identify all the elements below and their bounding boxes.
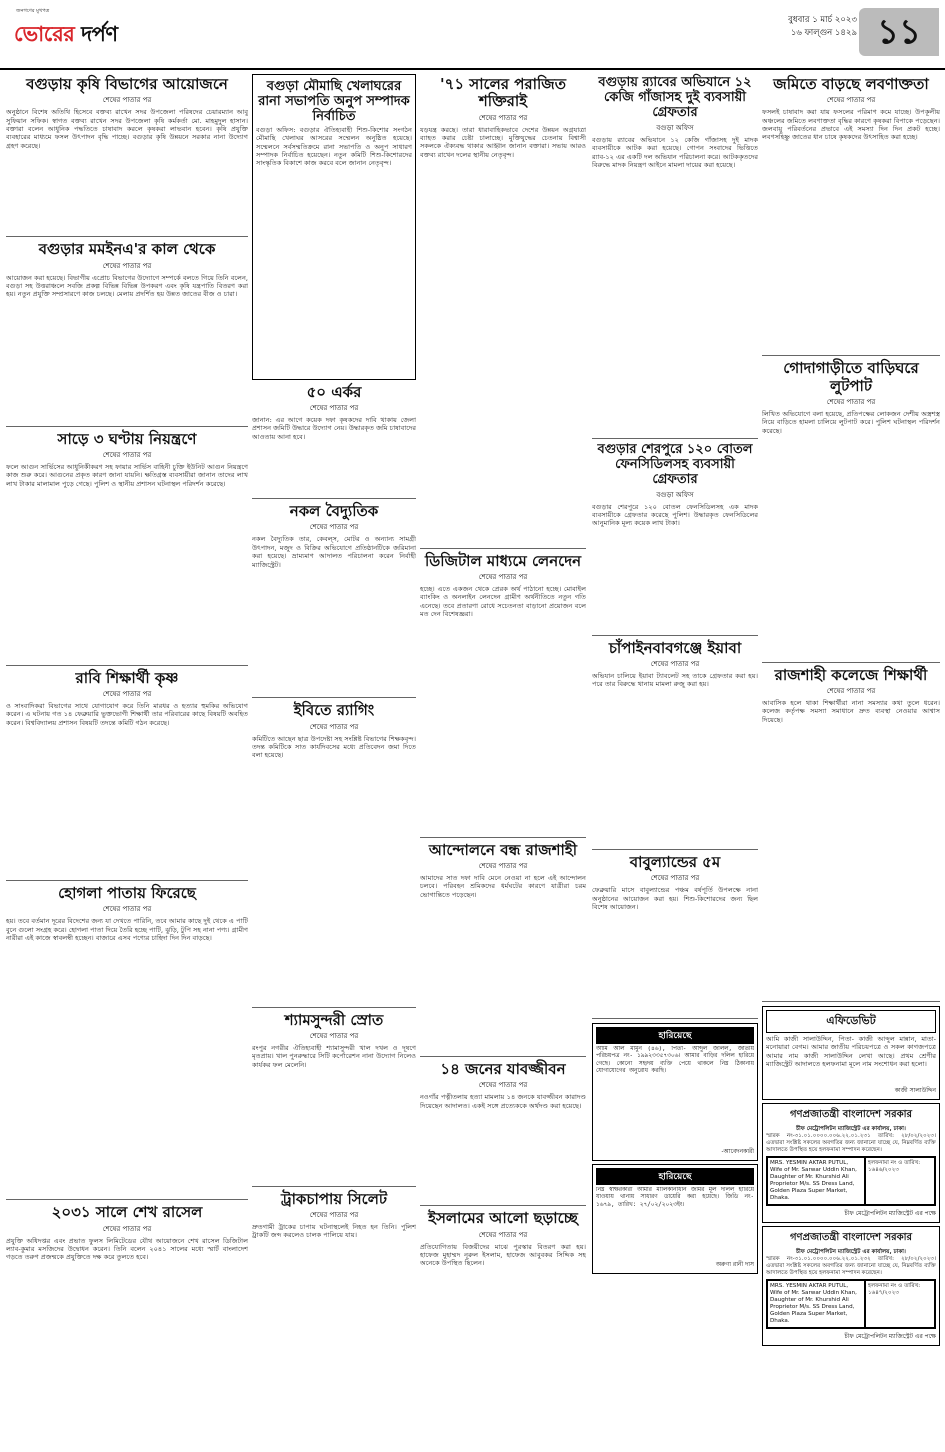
story [6, 885, 248, 1200]
story-headline: ৫০ এর্কর [306, 382, 362, 401]
story [420, 842, 586, 1057]
date-bengali: ১৬ ফাল্গুন ১৪২৯ [790, 28, 857, 38]
story-body: আবাসিক হলে থাকা শিক্ষার্থীরা নানা সমস্যার কথা তুলে ধরেন। কলেজ কর্তৃপক্ষ সমস্যা সমাধানে দ্রুত ব্যবস্থা নেওয়ার আশ্বাস দিয়েছে। [762, 699, 940, 724]
story-headline: শ্যামসুন্দরী স্রোত [284, 1010, 384, 1029]
story-headline: বগুড়ার শেরপুরে ১২০ বোতল ফেনসিডিলসহ ব্যবসায়ী গ্রেফতার [597, 441, 753, 487]
story-jump: শেষের পাতার পর [309, 1211, 359, 1220]
court-notice-ref: হলফনামা নং ও তারিখ: ১৬৪৭/২০২৩ [865, 1280, 935, 1328]
story [252, 503, 416, 698]
story [6, 76, 248, 237]
story [592, 640, 758, 850]
story-headline: বাবুল্যান্ডের ৫ম [629, 852, 721, 871]
court-notice-subtitle: চীফ মেট্রোপলিটন ম্যাজিস্ট্রেট এর কার্যালয়, ঢাকা। [796, 1126, 906, 1132]
court-notice-name: MRS. YESMIN AKTAR PUTUL, Wife of Mr. Sarwar Uddin Khan, Daughter of Mr. Khurshid Ali Proprietor M/s. SS Dress Land, Golden Plaza Super Market, Dhaka. [767, 1280, 865, 1328]
story-headline: বগুড়ায় র‍্যাবের অভিযানে ১২ কেজি গাঁজাসহ দুই ব্যবসায়ী গ্রেফতার [598, 75, 752, 120]
story [592, 443, 758, 636]
logo-name-part2: দর্পণ [74, 22, 118, 46]
lost-notice [592, 1023, 758, 1161]
court-notice-sign: চীফ মেট্রোপলিটন ম্যাজিস্ট্রেট এর পক্ষে [844, 1333, 936, 1340]
logo-tagline: জনগণের মুখপত্র [16, 8, 50, 14]
court-notice-table [766, 1279, 936, 1329]
story-dateline: বগুড়া অফিস [656, 123, 694, 132]
court-notice-ref: হলফনামা নং ও তারিখ: ১৬৪৬/২০২৩ [865, 1157, 935, 1205]
story-jump: শেষের পাতার পর [826, 687, 876, 695]
story-body: বগুড়া অফিস: বগুড়ার ঐতিহ্যবাহী শিশু-কিশোর সংগঠন মৌমাছি খেলাঘর আসরের সম্মেলন অনুষ্ঠিত হয়েছে। সম্মেলনে সর্বসম্মতিক্রমে রানা সভাপতি ও অনুপ সাধারণ সম্পাদক নির্বাচিত হয়েছেন। নতুন কমিটি শিশু-কিশোরদের সাংস্কৃতিক বিকাশে কাজ করবে বলে জানান নেতৃবৃন্দ। [256, 125, 412, 168]
story-jump: শেষের পাতার পর [309, 1031, 359, 1040]
story-jump: শেষের পাতার পর [478, 1230, 528, 1239]
dateline [788, 14, 857, 40]
story-body: ফসলই চাষাবাদ করা যায় ফসলের পরিমাণ কমে যাচ্ছে। উপকূলীয় অঞ্চলের জমিতে লবণাক্ততা বৃদ্ধির কারণে কৃষকরা বিপাকে পড়েছেন। জলবায়ু পরিবর্তনের প্রভাবে এই সমস্যা দিন দিন প্রকট হচ্ছে। লবণসহিষ্ণু জাতের ধান চাষে কৃষকদের উৎসাহিত করা হচ্ছে। [762, 108, 940, 142]
court-notice [762, 1226, 940, 1346]
story-headline: চাঁপাইনবাবগঞ্জে ইয়াবা [608, 638, 742, 657]
column-5 [762, 74, 940, 1346]
story [762, 76, 940, 356]
story-body: প্রযুক্তি অধিদপ্তর এবং প্রভাত ফুলস লিমিটেডের যৌথ আয়োজনে শেখ রাসেল ডিজিটাল ল্যাব-কুমার মসজিদের উদ্বোধন করেন। তিনি বলেন ২০৪১ সালের মধ্যে স্মার্ট বাংলাদেশ গড়তে তরুণ প্রজন্মকে প্রযুক্তিতে দক্ষ করে তুলতে হবে। [6, 1236, 248, 1262]
story-jump: শেষের পাতার পর [102, 690, 152, 698]
story-headline: ডিজিটাল মাধ্যমে লেনদেন [424, 551, 582, 570]
story-jump: শেষের পাতার পর [309, 722, 359, 731]
story-jump: শেষের পাতার পর [309, 404, 359, 413]
story [6, 1204, 248, 1388]
story-headline: ট্রাকচাপায় সিলেট [280, 1189, 388, 1208]
story-body: ফেব্রুয়ারি মাসে বাবুল্যান্ডের পঞ্চম বর্ষপূর্তি উপলক্ষে নানা অনুষ্ঠানের আয়োজন করা হয়। শিশু-কিশোরদের জন্য ছিল বিশেষ আয়োজন। [592, 886, 758, 911]
story-body: ফলে আগুন সার্ভিসের আধুনিকীকরণ সহ ফায়ার সার্ভিস বাহিনী চুক্তি ইউনিট আগুন নিয়ন্ত্রণে কাজ শুরু করে। আগুনের প্রকৃত কারণ জানা যায়নি। ক্ষতিগ্রস্ত ব্যবসায়ীরা জানান তাদের লাখ লাখ টাকার মালামাল পুড়ে গেছে। পুলিশ ও স্থানীয় প্রশাসন ঘটনাস্থল পরিদর্শন করেছে। [6, 462, 248, 488]
lost-notice-sign: -আবেদনকারী [721, 1148, 754, 1156]
story-jump: শেষের পাতার পর [826, 397, 876, 406]
affidavit-sign: কাজী সালাউদ্দিন [894, 1087, 936, 1094]
story-jump: শেষের পাতার পর [650, 874, 700, 883]
story-headline: বগুড়া মৌমাছি খেলাঘরের রানা সভাপতি অনুপ সম্পাদক নির্বাচিত [258, 79, 410, 124]
story [592, 854, 758, 1019]
story-jump: শেষের পাতার পর [478, 113, 528, 122]
story-jump: শেষের পাতার পর [478, 862, 528, 870]
court-notice-table [766, 1156, 936, 1206]
story [6, 241, 248, 426]
story [420, 1061, 586, 1206]
story-jump: শেষের পাতার পর [102, 96, 152, 105]
story [420, 76, 586, 549]
column-1 [6, 74, 248, 1393]
story-headline: হোগলা পাতায় ফিরেছে [58, 884, 196, 902]
story-body: হয়। তবে বর্তমান দূরের বিদেশের জন্য যা দেখতে পারিনি, তবে আমার কাছে দুই থেকে এ পাটি বুনে গুলো সংগ্রহ করে। হোগলা পাতা দিয়ে তৈরি হচ্ছে পাটি, ঝুড়ি, টুপি সহ নানা পণ্য। গ্রামীণ নারীরা এই কাজে স্বাবলম্বী হচ্ছেন। বাজারে এসব পণ্যের চাহিদা দিন দিন বাড়ছে। [6, 917, 248, 943]
story [420, 553, 586, 838]
story-headline: রাজশাহী কলেজে শিক্ষার্থী [774, 665, 928, 684]
story-body: জানান: এর আগে কয়েক দফা কৃষকদের দাবি থাকায় জেলা প্রশাসন জমিটি উদ্ধারে উদ্যোগ নেয়। উদ্ধারকৃত জমি চাষাবাদের আওতায় আনা হবে। [252, 416, 416, 441]
lost-notice-title: হারিয়েছে [596, 1027, 754, 1044]
story-headline: '৭১ সালের পরাজিত শক্তিরাই [440, 75, 566, 111]
newspaper-logo [12, 8, 142, 52]
story-body: যড়যন্ত্র করছে। তারা ধারাবাহিকভাবে দেশের উন্নয়ন অগ্রযাত্রা ব্যাহত করার চেষ্টা চালাচ্ছে। মুক্তিযুদ্ধের চেতনায় বিশ্বাসী সকলকে ঐক্যবদ্ধ থাকার আহ্বান জানান বক্তারা। সভায় আরও বক্তব্য রাখেন দলের স্থানীয় নেতৃবৃন্দ। [420, 125, 586, 159]
story-body: নওগাঁর পত্নীতলায় হত্যা মামলায় ১৪ জনকে যাবজ্জীবন কারাদণ্ড দিয়েছেন আদালত। একই সঙ্গে প্রত্যেককে অর্থদণ্ড করা হয়েছে। [420, 1093, 586, 1110]
column-4 [592, 74, 758, 1274]
logo-name [14, 18, 118, 53]
story-jump: শেষের পাতার পর [102, 261, 152, 270]
column-3 [420, 74, 586, 1409]
court-notice-body: স্মারক নং-৩১.০১.০০০০.০০৬.২২.০১.২৩১ তারিখ: ২৮/০২/২০২৩। এতদ্বারা সংশ্লিষ্ট সকলের অবগতির জন্য জানানো যাচ্ছে যে, নিম্নবর্ণিত ব্যক্তি আদালতে উপস্থিত হয়ে হলফনামা সম্পাদন করেছেন। [766, 1133, 936, 1153]
story-body: ও সাংবাদিকরা বিভাগের সাথে যোগাযোগ করে তিনি মারধর ও হত্যার হুমকির অভিযোগ করেন। এ ঘটনায় গত ১৪ ফেব্রুয়ারি ভুক্তভোগী শিক্ষার্থী তার পরিবারের কাছে বিষয়টি অবহিত করেন। বিশ্ববিদ্যালয় প্রশাসন বিষয়টি তদন্তে কমিটি গঠন করেছে। [6, 702, 248, 727]
story-body: অনুষ্ঠানে বিশেষ অতিথি হিসেবে বক্তব্য রাখেন সদর উপজেলা পরিষদের চেয়ারম্যান আবু সুফিয়ান সফিক। স্বাগত বক্তব্য রাখেন সদর উপজেলা কৃষি কর্মকর্তা মো. মাহমুদুল হাসান। বক্তারা বলেন আধুনিক পদ্ধতিতে চাষাবাদ করলে কৃষকরা লাভবান হবেন। কৃষি প্রযুক্তি ব্যবহারের মাধ্যমে ফসল উৎপাদন বৃদ্ধি পাচ্ছে। বগুড়ার কৃষি উন্নয়নে সরকার নানা উদ্যোগ গ্রহণ করেছে। [6, 108, 248, 150]
story [252, 384, 416, 499]
story-headline: ইসলামের আলো ছড়াচ্ছে [428, 1209, 578, 1228]
story-dateline: বগুড়া অফিস [656, 490, 694, 499]
story-body: অভিযান চালিয়ে ইয়াবা ট্যাবলেট সহ তাকে গ্রেফতার করা হয়। পরে তার বিরুদ্ধে থানায় মামলা রুজু করা হয়। [592, 671, 758, 689]
story-headline: আন্দোলনে বন্ধ রাজশাহী [428, 840, 578, 859]
story-body: দ্রুতগামী ট্রাকের চাপায় ঘটনাস্থলেই নিহত হন তিনি। পুলিশ ট্রাকটি জব্দ করলেও চালক পালিয়ে যায়। [252, 1223, 416, 1240]
story-body: রংপুর নগরীর ঐতিহ্যবাহী শ্যামাসুন্দরী খাল দখল ও দূষণে মৃতপ্রায়। খাল পুনরুদ্ধারে সিটি কর্পোরেশন নানা উদ্যোগ নিলেও কার্যকর ফল মেলেনি। [252, 1043, 416, 1069]
story-jump: শেষের পাতার পর [102, 1224, 152, 1233]
court-notice-sign: চীফ মেট্রোপলিটন ম্যাজিস্ট্রেট এর পক্ষে [844, 1210, 936, 1217]
story-headline: ২০৩১ সালে শেখ রাসেল [51, 1203, 203, 1222]
date-gregorian: বুধবার ১ মার্চ ২০২৩ [788, 15, 857, 25]
story-headline: রাবি শিক্ষার্থী কৃষ্ণ [75, 668, 179, 687]
story-body: আয়োজন করা হয়েছে। বিভাগীয় এপ্রোচ বিভাগের উদ্যোগে সম্পর্কে বলতে গিয়ে তিনি বলেন, বগুড়া সহ উত্তরাঞ্চলে সবজি প্রকল্প বিভিন্ন বিভিন্ন উপকরণ এবং কৃষি যন্ত্রপাতি বিতরণ করা হয়। নতুন প্রযুক্তি সম্প্রসারণে কাজ চলছে। মেলায় প্রদর্শিত হয় উন্নত জাতের বীজ ও চারা। [6, 273, 248, 299]
story-headline: বগুড়ার মমইনএ'র কাল থেকে [38, 240, 216, 259]
story-jump: শেষের পাতার পর [309, 523, 359, 532]
story-jump: শেষের পাতার পর [478, 572, 528, 581]
story-headline: ১৪ জনের যাবজ্জীবন [440, 1060, 566, 1078]
lost-notice [592, 1164, 758, 1274]
story-body: লিখিত অভিযোগে বলা হয়েছে, প্রতিপক্ষের লোকজন দেশীয় অস্ত্রশস্ত্র নিয়ে বাড়িতে হামলা চালিয়ে লুটপাট করে। পুলিশ ঘটনাস্থল পরিদর্শন করেছে। [762, 409, 940, 435]
story [762, 360, 940, 663]
story-jump: শেষের পাতার পর [102, 905, 152, 914]
page-number: ১১ [859, 8, 939, 56]
affidavit-notice [762, 1006, 940, 1100]
story [762, 667, 940, 1002]
story [592, 76, 758, 439]
story-headline: ইবিতে র‌্যাগিং [293, 701, 375, 720]
column-2 [252, 74, 416, 1379]
affidavit-body: আমি কাজী সালাউদ্দিন, পিতা- কাজী আব্দুল মান্নান, মাতা-মনোয়ারা বেগম। আমার জাতীয় পরিচয়পত্রে ও সকল কাগজপত্রে আমার নাম কাজী সালাউদ্দিন লেখা আছে। প্রথম শ্রেণীর ম্যাজিস্ট্রেট আদালতে হলফনামা মূলে নাম সংশোধন করা হলো। [766, 1035, 936, 1069]
story-jump: শেষের পাতার পর [826, 96, 876, 105]
story [252, 74, 416, 380]
story-jump: শেষের পাতার পর [102, 450, 152, 459]
lost-notice-title: হারিয়েছে [596, 1168, 754, 1185]
story-headline: জমিতে বাড়ছে লবণাক্ততা [773, 75, 929, 93]
story-body: আমাদের সাত দফা দাবি মেনে নেওয়া না হলে এই আন্দোলন চলবে। পরিবহন শ্রমিকদের ধর্মঘটের কারণে যাত্রীরা চরম ভোগান্তিতে পড়েছেন। [420, 874, 586, 899]
logo-name-part1: ভোরের [14, 22, 75, 46]
affidavit-title: এফিডেভিট [766, 1010, 936, 1033]
story-jump: শেষের পাতার পর [478, 1081, 528, 1090]
story-headline: নকল বৈদ্যুতিক [289, 502, 379, 521]
story [252, 1191, 416, 1375]
story [420, 1210, 586, 1404]
court-notice-title: গণপ্রজাতন্ত্রী বাংলাদেশ সরকার [790, 1109, 912, 1120]
lost-notice-body: নিম্ন স্বাক্ষরকারী আমার মালিকানাধীন জমির মূল দলিল হারিয়ে যাওয়ায় থানায় সাধারণ ডায়েরি করা হয়েছে। জিডি নং- ১৬৭৯, তারিখ: ২৭/০২/২০২৩ইং। [596, 1187, 754, 1208]
story-body: কমিটিতে আছেন ছাত্র উপদেষ্টা সহ সংশ্লিষ্ট বিভাগের শিক্ষকবৃন্দ। তদন্ত কমিটিকে সাত কার্যদিবসের মধ্যে প্রতিবেদন জমা দিতে বলা হয়েছে। [252, 734, 416, 760]
story [252, 1012, 416, 1187]
story [6, 431, 248, 666]
story [252, 702, 416, 1007]
lost-notice-sign: অরুণা রানী দাস [715, 1261, 754, 1269]
story-body: বগুড়ায় র‍্যাবের অভিযানে ১২ কেজি গাঁজাসহ দুই মাদক ব্যবসায়ীকে আটক করা হয়েছে। গোপন সংবাদের ভিত্তিতে র‍্যাব-১২ এর একটি দল অভিযান পরিচালনা করে। আটককৃতদের বিরুদ্ধে মাদক নিয়ন্ত্রণ আইনে মামলা দায়ের করা হয়েছে। [592, 135, 758, 170]
story-jump: শেষের পাতার পর [650, 659, 700, 668]
story-headline: গোদাগাড়ীতে বাড়িঘরে লুটপাট [783, 359, 919, 395]
story-body: নকল বৈদ্যুতিক তার, কেবল্স, মোটর ও অন্যান্য সামগ্রী উৎপাদন, মজুদ ও বিক্রির অভিযোগে প্রতিষ্ঠানটিকে জরিমানা করা হয়েছে। ভ্রাম্যমাণ আদালত পরিচালনা করেন নির্বাহী ম্যাজিস্ট্রেট। [252, 535, 416, 569]
story-headline: বগুড়ায় কৃষি বিভাগের আয়োজনে [26, 75, 228, 93]
court-notice-name: MRS. YESMIN AKTAR PUTUL, Wife of Mr. Sarwar Uddin Khan, Daughter of Mr. Khurshid Ali Proprietor M/s. SS Dress Land, Golden Plaza Super Market, Dhaka. [767, 1157, 865, 1205]
story-headline: সাড়ে ৩ ঘণ্টায় নিয়ন্ত্রণে [57, 429, 197, 448]
court-notice-subtitle: চীফ মেট্রোপলিটন ম্যাজিস্ট্রেট এর কার্যালয়, ঢাকা। [796, 1249, 906, 1255]
court-notice-body: স্মারক নং-৩১.০১.০০০০.০০৬.২২.০১.২৩২ তারিখ: ২৮/০২/২০২৩। এতদ্বারা সংশ্লিষ্ট সকলের অবগতির জন্য জানানো যাচ্ছে যে, নিম্নবর্ণিত ব্যক্তি আদালতে উপস্থিত হয়ে হলফনামা সম্পাদন করেছেন। [766, 1256, 936, 1276]
lost-notice-body: আমি আল মামুন (৪৬), পিতা- আব্দুল জলিল, জাতীয় পরিচয়পত্র নং- ১৯৯২৩৩৫৭৩০৬। আমার বাড়ির দলিল হারিয়ে গেছে। কোনো সহৃদয় ব্যক্তি পেয়ে থাকলে নিম্ন ঠিকানায় যোগাযোগের অনুরোধ করছি। [596, 1046, 754, 1074]
story-body: প্রতিযোগিতায় বিজয়ীদের মাঝে পুরস্কার বিতরণ করা হয়। হাফেজ মুহাম্মদ নূরুল ইসলাম, হাফেজ আবুবকর সিদ্দিক সহ অনেকে উপস্থিত ছিলেন। [420, 1242, 586, 1268]
court-notice-title: গণপ্রজাতন্ত্রী বাংলাদেশ সরকার [790, 1232, 912, 1243]
story-body: হচ্ছে। এতে একজন থেকে প্রেরক অর্থ পাঠানো হচ্ছে। মোবাইল ব্যাংকিং ও অনলাইন লেনদেন গ্রামীণ অর্থনীতিতে নতুন গতি এনেছে। তবে প্রতারণা রোধে সচেতনতা বাড়ানো প্রয়োজন বলে মত দেন বিশেষজ্ঞরা। [420, 584, 586, 618]
story [6, 670, 248, 881]
court-notice [762, 1103, 940, 1223]
story-body: বগুড়ার শেরপুরে ১২০ বোতল ফেনসিডিলসহ এক মাদক ব্যবসায়ীকে গ্রেফতার করেছে পুলিশ। উদ্ধারকৃত ফেনসিডিলের আনুমানিক মূল্য কয়েক লাখ টাকা। [592, 502, 758, 528]
masthead [0, 0, 945, 70]
